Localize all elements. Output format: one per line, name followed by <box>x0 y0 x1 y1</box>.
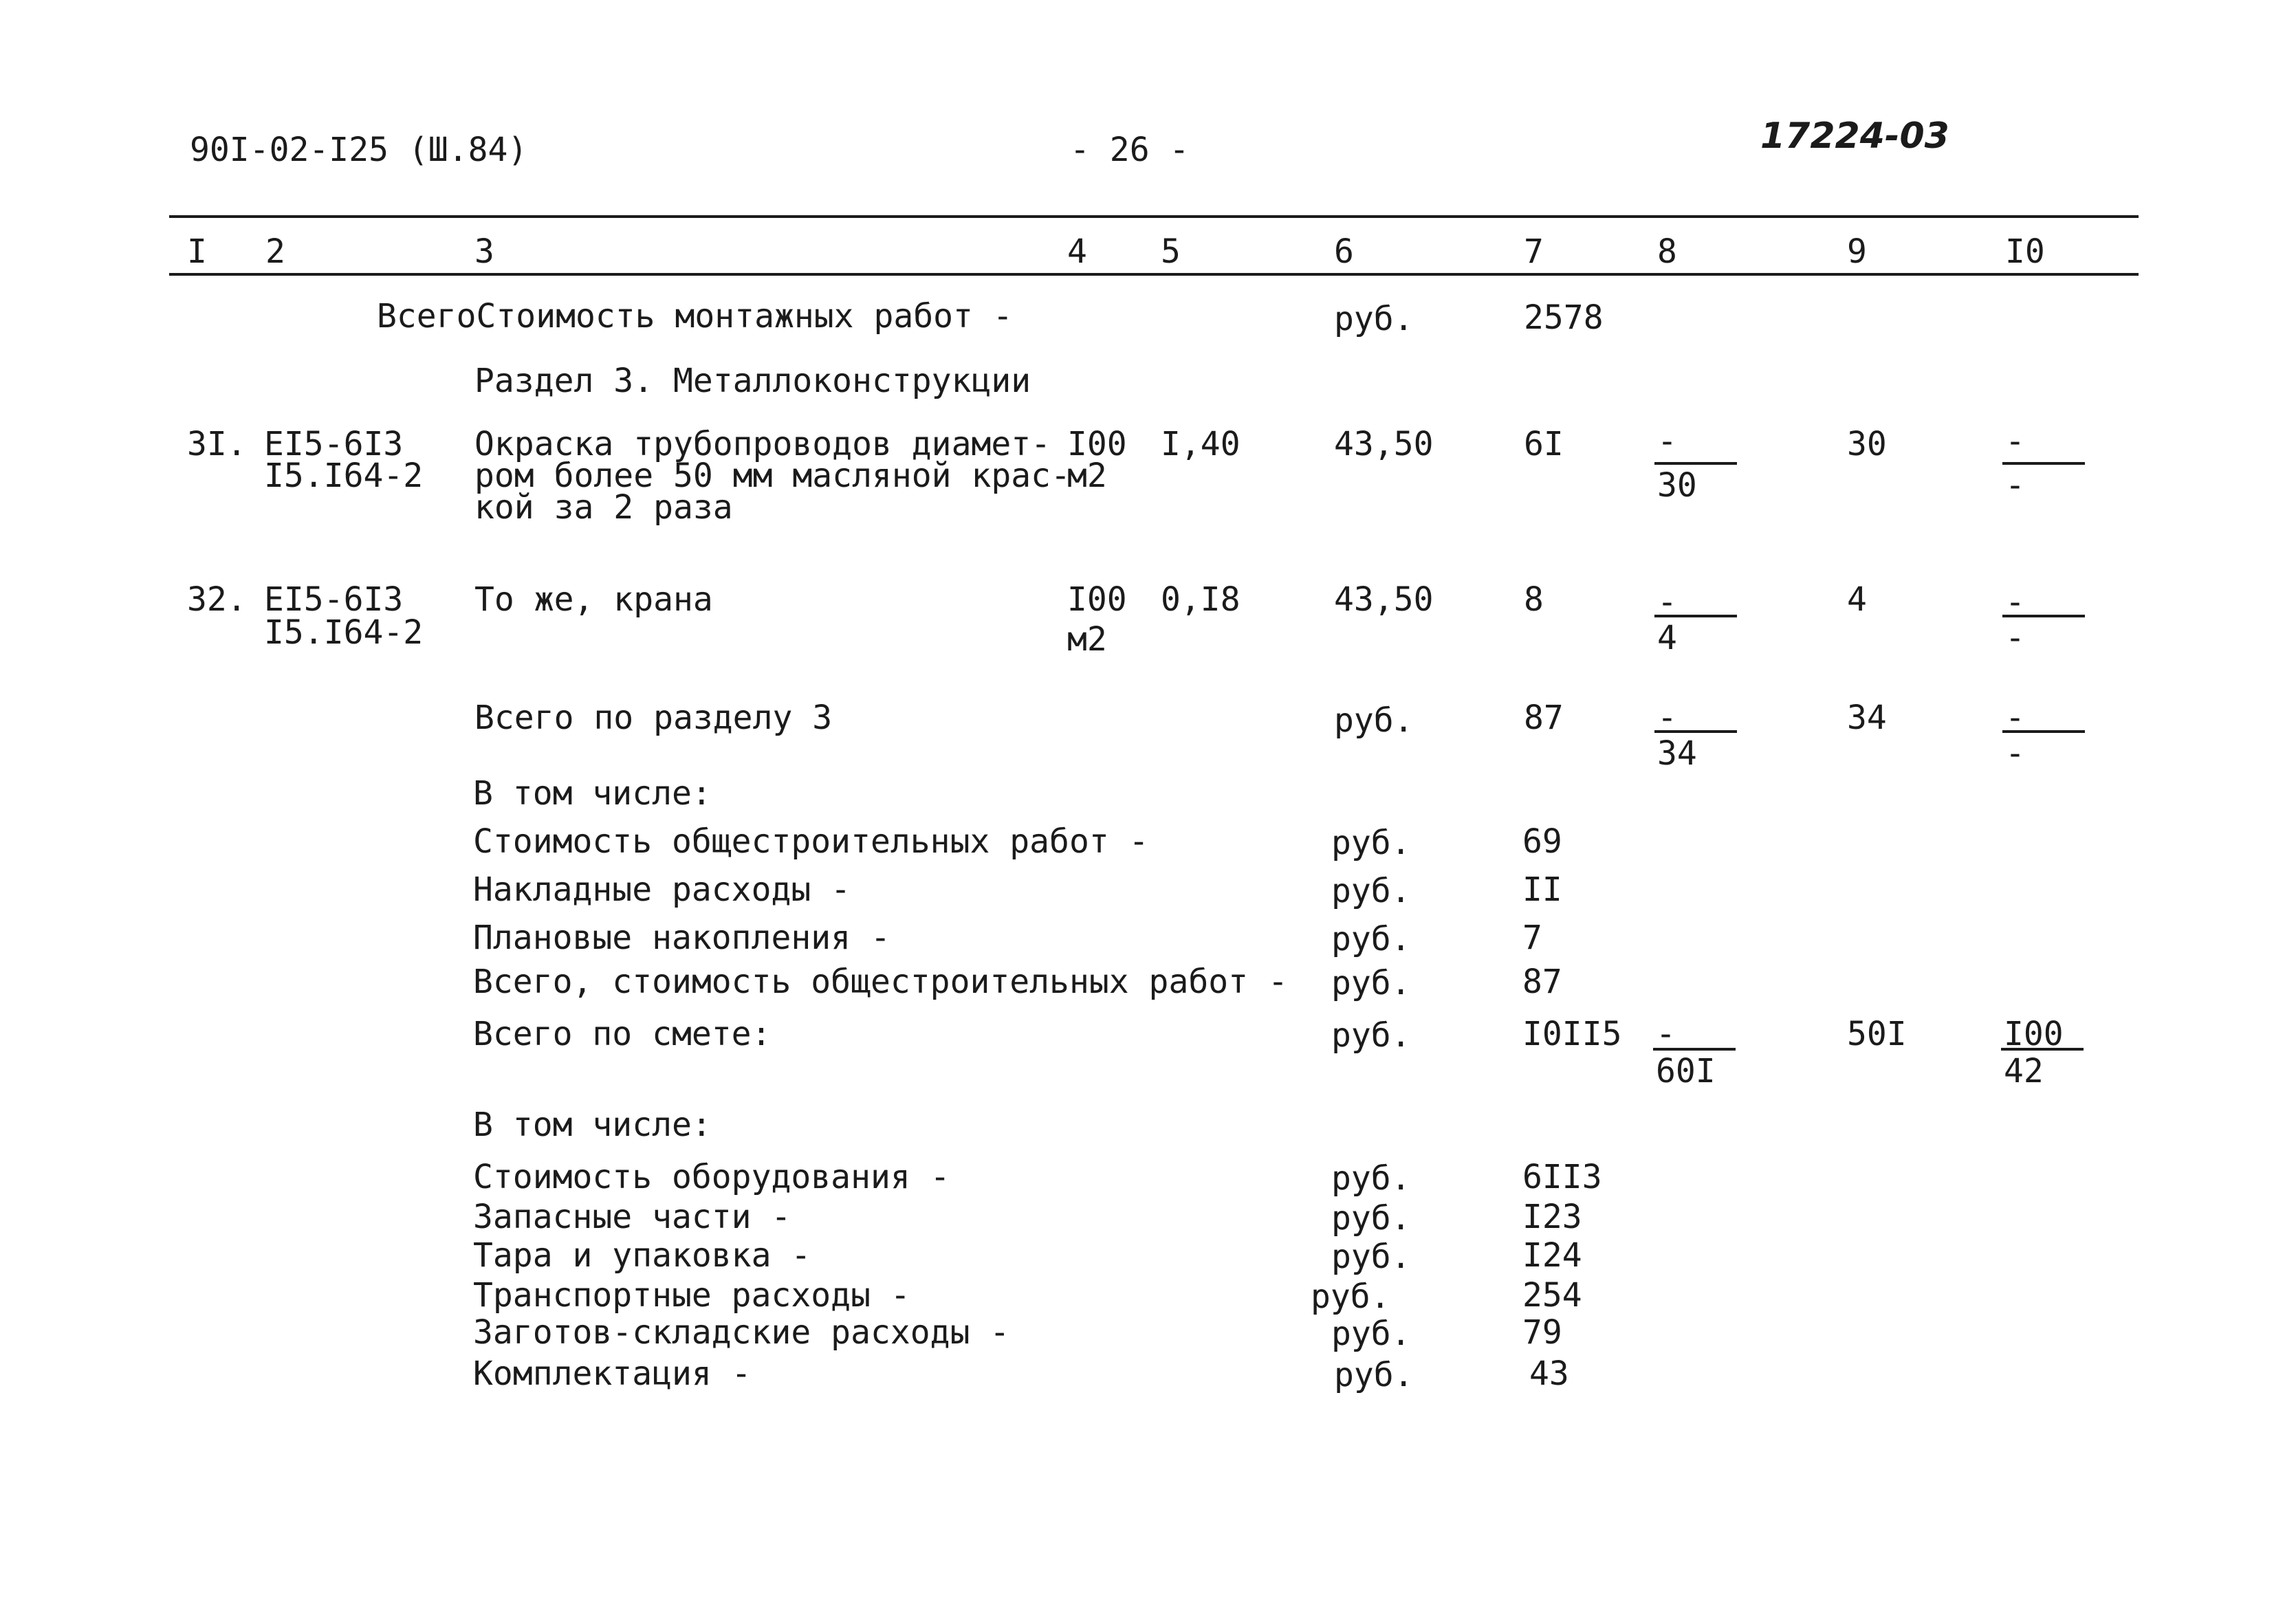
sub2-unit: руб. <box>1311 1277 1390 1316</box>
sub1-value: 87 <box>1522 963 1562 1001</box>
page-number: - 26 - <box>1070 131 1190 169</box>
row-31-col9: 30 <box>1847 425 1887 463</box>
col-header-8: 8 <box>1657 232 1677 271</box>
sub1-value: 69 <box>1522 822 1562 861</box>
row-32-col10 <box>2002 583 2085 657</box>
sub2-unit: руб. <box>1331 1199 1411 1238</box>
row-32-code1: EI5-6I3 <box>264 580 404 619</box>
estimate-total-col8-num: - <box>1653 1018 1736 1051</box>
row-32-price: 43,50 <box>1334 580 1434 619</box>
sub1-unit: руб. <box>1331 872 1411 910</box>
row-31-unit1: I00 <box>1067 425 1127 463</box>
doc-code: 90I-02-I25 (Ш.84) <box>190 131 528 169</box>
sub2-unit: руб. <box>1331 1238 1411 1276</box>
total-montazh-label: ВсегоСтоимость монтажных работ - <box>377 297 1013 336</box>
estimate-total-col10-den: 42 <box>2004 1052 2044 1090</box>
row-32-total: 8 <box>1524 580 1544 619</box>
sub2-label: Запасные части - <box>473 1198 791 1236</box>
row-31-qty: I,40 <box>1161 425 1240 463</box>
sub2-label: Заготов-складские расходы - <box>473 1313 1010 1352</box>
row-31-unit2: м2 <box>1067 457 1107 495</box>
sub2-value: 6II3 <box>1522 1158 1602 1196</box>
sub2-value: I23 <box>1522 1198 1582 1236</box>
sub2-unit: руб. <box>1331 1159 1411 1198</box>
sub1-unit: руб. <box>1331 964 1411 1002</box>
row-31-total: 6I <box>1524 425 1564 463</box>
estimate-total-col9: 50I <box>1847 1015 1907 1053</box>
header-rule-bottom <box>169 273 2139 276</box>
section-total-col8-den: 34 <box>1657 734 1697 773</box>
sub2-label: Комплектация - <box>473 1354 752 1393</box>
sub2-value: 254 <box>1522 1276 1582 1315</box>
row-32-desc1: То же, крана <box>474 580 713 619</box>
col-header-2: 2 <box>265 232 285 271</box>
row-31-col10-den: - <box>2005 466 2025 505</box>
row-31-col8-num: - <box>1654 425 1737 465</box>
estimate-total-value: I0II5 <box>1522 1015 1622 1053</box>
estimate-total-label: Всего по смете: <box>473 1015 772 1053</box>
row-31-col10-num: - <box>2002 425 2085 465</box>
sub1-unit: руб. <box>1331 920 1411 958</box>
section-total-value: 87 <box>1524 699 1564 737</box>
row-32-col10-num: - <box>2002 586 2085 617</box>
col-header-4: 4 <box>1067 232 1087 271</box>
sub2-value: I24 <box>1522 1236 1582 1275</box>
sub1-value: 7 <box>1522 919 1542 957</box>
sub1-label: Стоимость общестроительных работ - <box>473 822 1149 861</box>
col-header-3: 3 <box>474 232 494 271</box>
total-montazh-value: 2578 <box>1524 298 1604 337</box>
row-31-number: 3I. <box>187 425 247 463</box>
row-31-col8-den: 30 <box>1657 466 1697 505</box>
row-32-qty: 0,I8 <box>1161 580 1240 619</box>
col-header-1: I <box>187 232 207 271</box>
section-total-col8 <box>1654 699 1737 773</box>
sub2-unit: руб. <box>1334 1356 1414 1394</box>
sub2-value: 43 <box>1529 1354 1569 1393</box>
estimate-total-unit: руб. <box>1331 1016 1411 1055</box>
section-total-col10-den: - <box>2005 734 2025 773</box>
col-header-7: 7 <box>1524 232 1544 271</box>
col-header-5: 5 <box>1161 232 1181 271</box>
row-31-desc1: Окраска трубопроводов диамет- <box>474 425 1051 463</box>
sub2-label: Стоимость оборудования - <box>473 1158 950 1196</box>
sub1-label: Накладные расходы - <box>473 870 851 909</box>
row-32-col8-den: 4 <box>1657 619 1677 657</box>
section-total-col10-num: - <box>2002 701 2085 733</box>
sub2-label: Тара и упаковка - <box>473 1236 811 1275</box>
row-31-desc2: ром более 50 мм масляной крас- <box>474 457 1071 495</box>
col-header-9: 9 <box>1847 232 1867 271</box>
row-31-price: 43,50 <box>1334 425 1434 463</box>
header-rule-top <box>169 215 2139 218</box>
estimate-total-col8-den: 60I <box>1656 1052 1716 1090</box>
sub1-value: II <box>1522 870 1562 909</box>
sub1-label: Всего, стоимость общестроительных работ - <box>473 963 1288 1001</box>
section-title: Раздел 3. Металлоконструкции <box>474 362 1031 400</box>
estimate-total-col10 <box>2001 1015 2084 1090</box>
estimate-total-col8 <box>1653 1015 1736 1090</box>
row-32-code2: I5.I64-2 <box>264 613 424 652</box>
total-montazh-unit: руб. <box>1334 300 1414 338</box>
row-32-unit2: м2 <box>1067 620 1107 659</box>
sub2-value: 79 <box>1522 1313 1562 1352</box>
col-header-10: I0 <box>2005 232 2045 271</box>
row-32-col9: 4 <box>1847 580 1867 619</box>
sub2-label: Транспортные расходы - <box>473 1276 910 1315</box>
sub1-unit: руб. <box>1331 824 1411 862</box>
row-32-unit1: I00 <box>1067 580 1127 619</box>
section-total-col8-num: - <box>1654 701 1737 733</box>
section-total-col10 <box>2002 699 2085 773</box>
sub1-label: Плановые накопления - <box>473 919 890 957</box>
estimate-total-col10-num: I00 <box>2001 1018 2084 1051</box>
col-header-6: 6 <box>1334 232 1354 271</box>
row-32-col8 <box>1654 583 1737 657</box>
including-label-2: В том числе: <box>473 1106 712 1144</box>
row-32-number: 32. <box>187 580 247 619</box>
section-total-col9: 34 <box>1847 699 1887 737</box>
section-total-unit: руб. <box>1334 701 1414 740</box>
row-31-code1: EI5-6I3 <box>264 425 404 463</box>
row-31-col10 <box>2002 422 2085 505</box>
row-31-desc3: кой за 2 раза <box>474 488 733 527</box>
section-total-label: Всего по разделу 3 <box>474 699 833 737</box>
including-label-1: В том числе: <box>473 774 712 813</box>
row-32-col8-num: - <box>1654 586 1737 617</box>
row-32-col10-den: - <box>2005 619 2025 657</box>
row-31-code2: I5.I64-2 <box>264 457 424 495</box>
row-31-col8 <box>1654 422 1737 505</box>
sub2-unit: руб. <box>1331 1315 1411 1353</box>
stamp-number: 17224-03 <box>1760 116 1949 157</box>
